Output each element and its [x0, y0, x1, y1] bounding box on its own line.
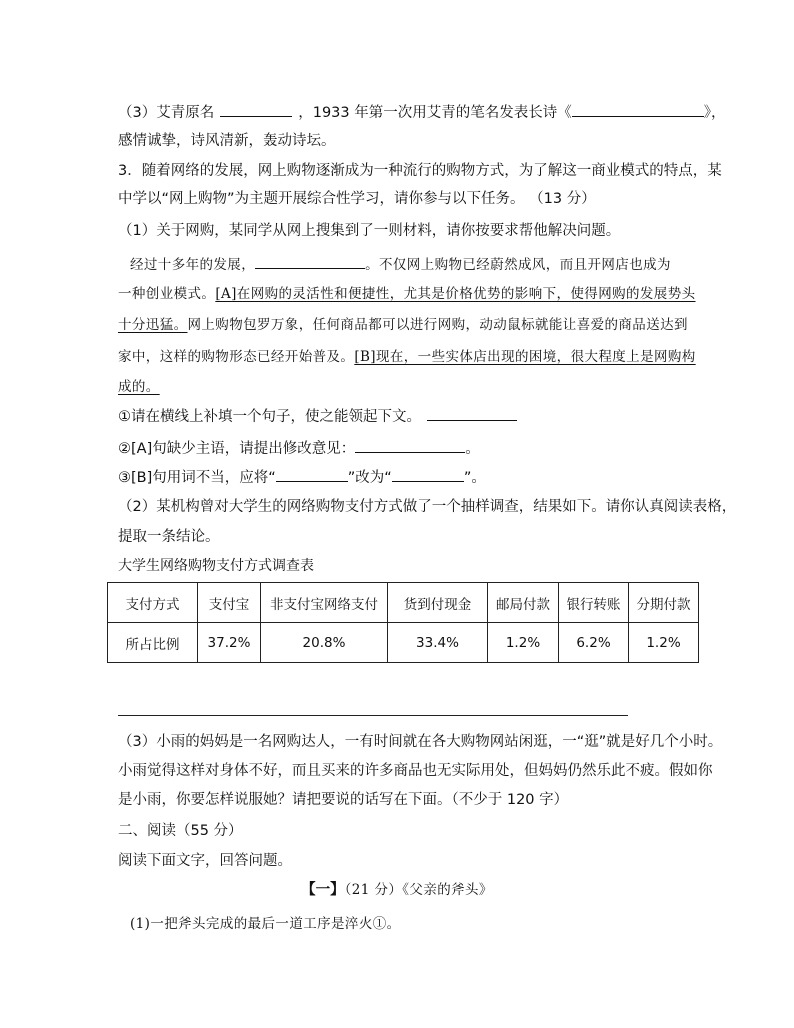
question-line: 3．随着网络的发展，网上购物逐渐成为一种流行的购物方式，为了解这一商业模式的特点，某	[118, 163, 722, 179]
question-line: （2）某机构曾对大学生的网络购物支付方式做了一个抽样调查，结果如下。请你认真阅读表格，	[118, 499, 737, 515]
table-cell: 33.4%	[388, 623, 488, 663]
underlined-sentence-b: [B]现在，一些实体店出现的困境，很大程度上是网购构	[354, 349, 696, 365]
table-cell: 支付方式	[108, 583, 198, 623]
material-line: 经过十多年的发展， 。不仅网上购物已经蔚然成风，而且开网店也成为	[130, 253, 671, 275]
underlined-sentence-a: 十分迅猛。	[118, 317, 188, 333]
question-line: （3）艾青原名 ，1933 年第一次用艾青的笔名发表长诗《 》，	[118, 101, 726, 123]
question-line: 小雨觉得这样对身体不好，而且买来的许多商品也无实际用处，但妈妈仍然乐此不疲。假如你	[118, 763, 713, 779]
sub-question: （1）关于网购，某同学从网上搜集到了一则材料，请你按要求帮他解决问题。	[118, 223, 621, 239]
passage-title: 【一】（21 分）《父亲的斧头》	[301, 882, 493, 898]
answer-blank[interactable]	[220, 101, 292, 117]
underlined-sentence-a: [A]在网购的灵活性和便捷性，尤其是价格优势的影响下，使得网购的发展势头	[215, 286, 696, 302]
material-line: 一种创业模式。[A]在网购的灵活性和便捷性，尤其是价格优势的影响下，使得网购的发展势头	[118, 286, 696, 302]
table-cell: 20.8%	[261, 623, 388, 663]
answer-blank[interactable]	[572, 101, 704, 117]
table-cell: 所占比例	[108, 623, 198, 663]
answer-blank[interactable]	[255, 253, 365, 269]
section-title: 二、阅读（55 分）	[118, 823, 243, 839]
table-row	[108, 623, 699, 663]
answer-blank[interactable]	[392, 466, 464, 482]
table-header-row	[108, 583, 699, 623]
answer-line[interactable]	[118, 715, 628, 716]
answer-blank[interactable]	[427, 405, 517, 421]
table-cell: 分期付款	[629, 583, 699, 623]
material-line	[118, 377, 160, 397]
passage-paragraph: (1)一把斧头完成的最后一道工序是淬火①。	[130, 916, 401, 932]
table-cell: 非支付宝网络支付	[261, 583, 388, 623]
table-cell: 37.2%	[198, 623, 261, 663]
task-line: ③[B]句用词不当，应将“ ”改为“ ”。	[118, 466, 486, 488]
task-line: ②[A]句缺少主语，请提出修改意见： 。	[118, 437, 480, 459]
task-line: ①请在横线上补填一个句子，使之能领起下文。	[118, 405, 517, 427]
table-cell: 邮局付款	[488, 583, 559, 623]
table-cell: 支付宝	[198, 583, 261, 623]
answer-blank[interactable]	[355, 437, 465, 453]
question-line: 是小雨，你要怎样说服她？请把要说的话写在下面。（不少于 120 字）	[118, 792, 569, 808]
question-line: 提取一条结论。	[118, 529, 220, 545]
material-line: 家中，这样的购物形态已经开始普及。[B]现在，一些实体店出现的困境，很大程度上是网购构	[118, 349, 696, 365]
underlined-sentence-b: 成的。	[118, 379, 160, 395]
table-cell: 6.2%	[559, 623, 629, 663]
instruction: 阅读下面文字，回答问题。	[118, 853, 292, 869]
table-cell: 银行转账	[559, 583, 629, 623]
material-line: 十分迅猛。网上购物包罗万象，任何商品都可以进行网购，动动鼠标就能让喜爱的商品送达到	[118, 317, 688, 333]
table-cell: 1.2%	[629, 623, 699, 663]
question-line: 中学以“网上购物”为主题开展综合性学习，请你参与以下任务。 （13 分）	[118, 191, 596, 207]
answer-blank[interactable]	[276, 466, 348, 482]
question-line: （3）小雨的妈妈是一名网购达人，一有时间就在各大购物网站闲逛，一“逛”就是好几个小时。	[118, 734, 723, 750]
table-cell: 1.2%	[488, 623, 559, 663]
question-line: 感情诚挚，诗风清新，轰动诗坛。	[118, 133, 336, 149]
table-caption: 大学生网络购物支付方式调查表	[118, 558, 314, 574]
survey-table	[107, 582, 699, 663]
table-cell: 货到付现金	[388, 583, 488, 623]
